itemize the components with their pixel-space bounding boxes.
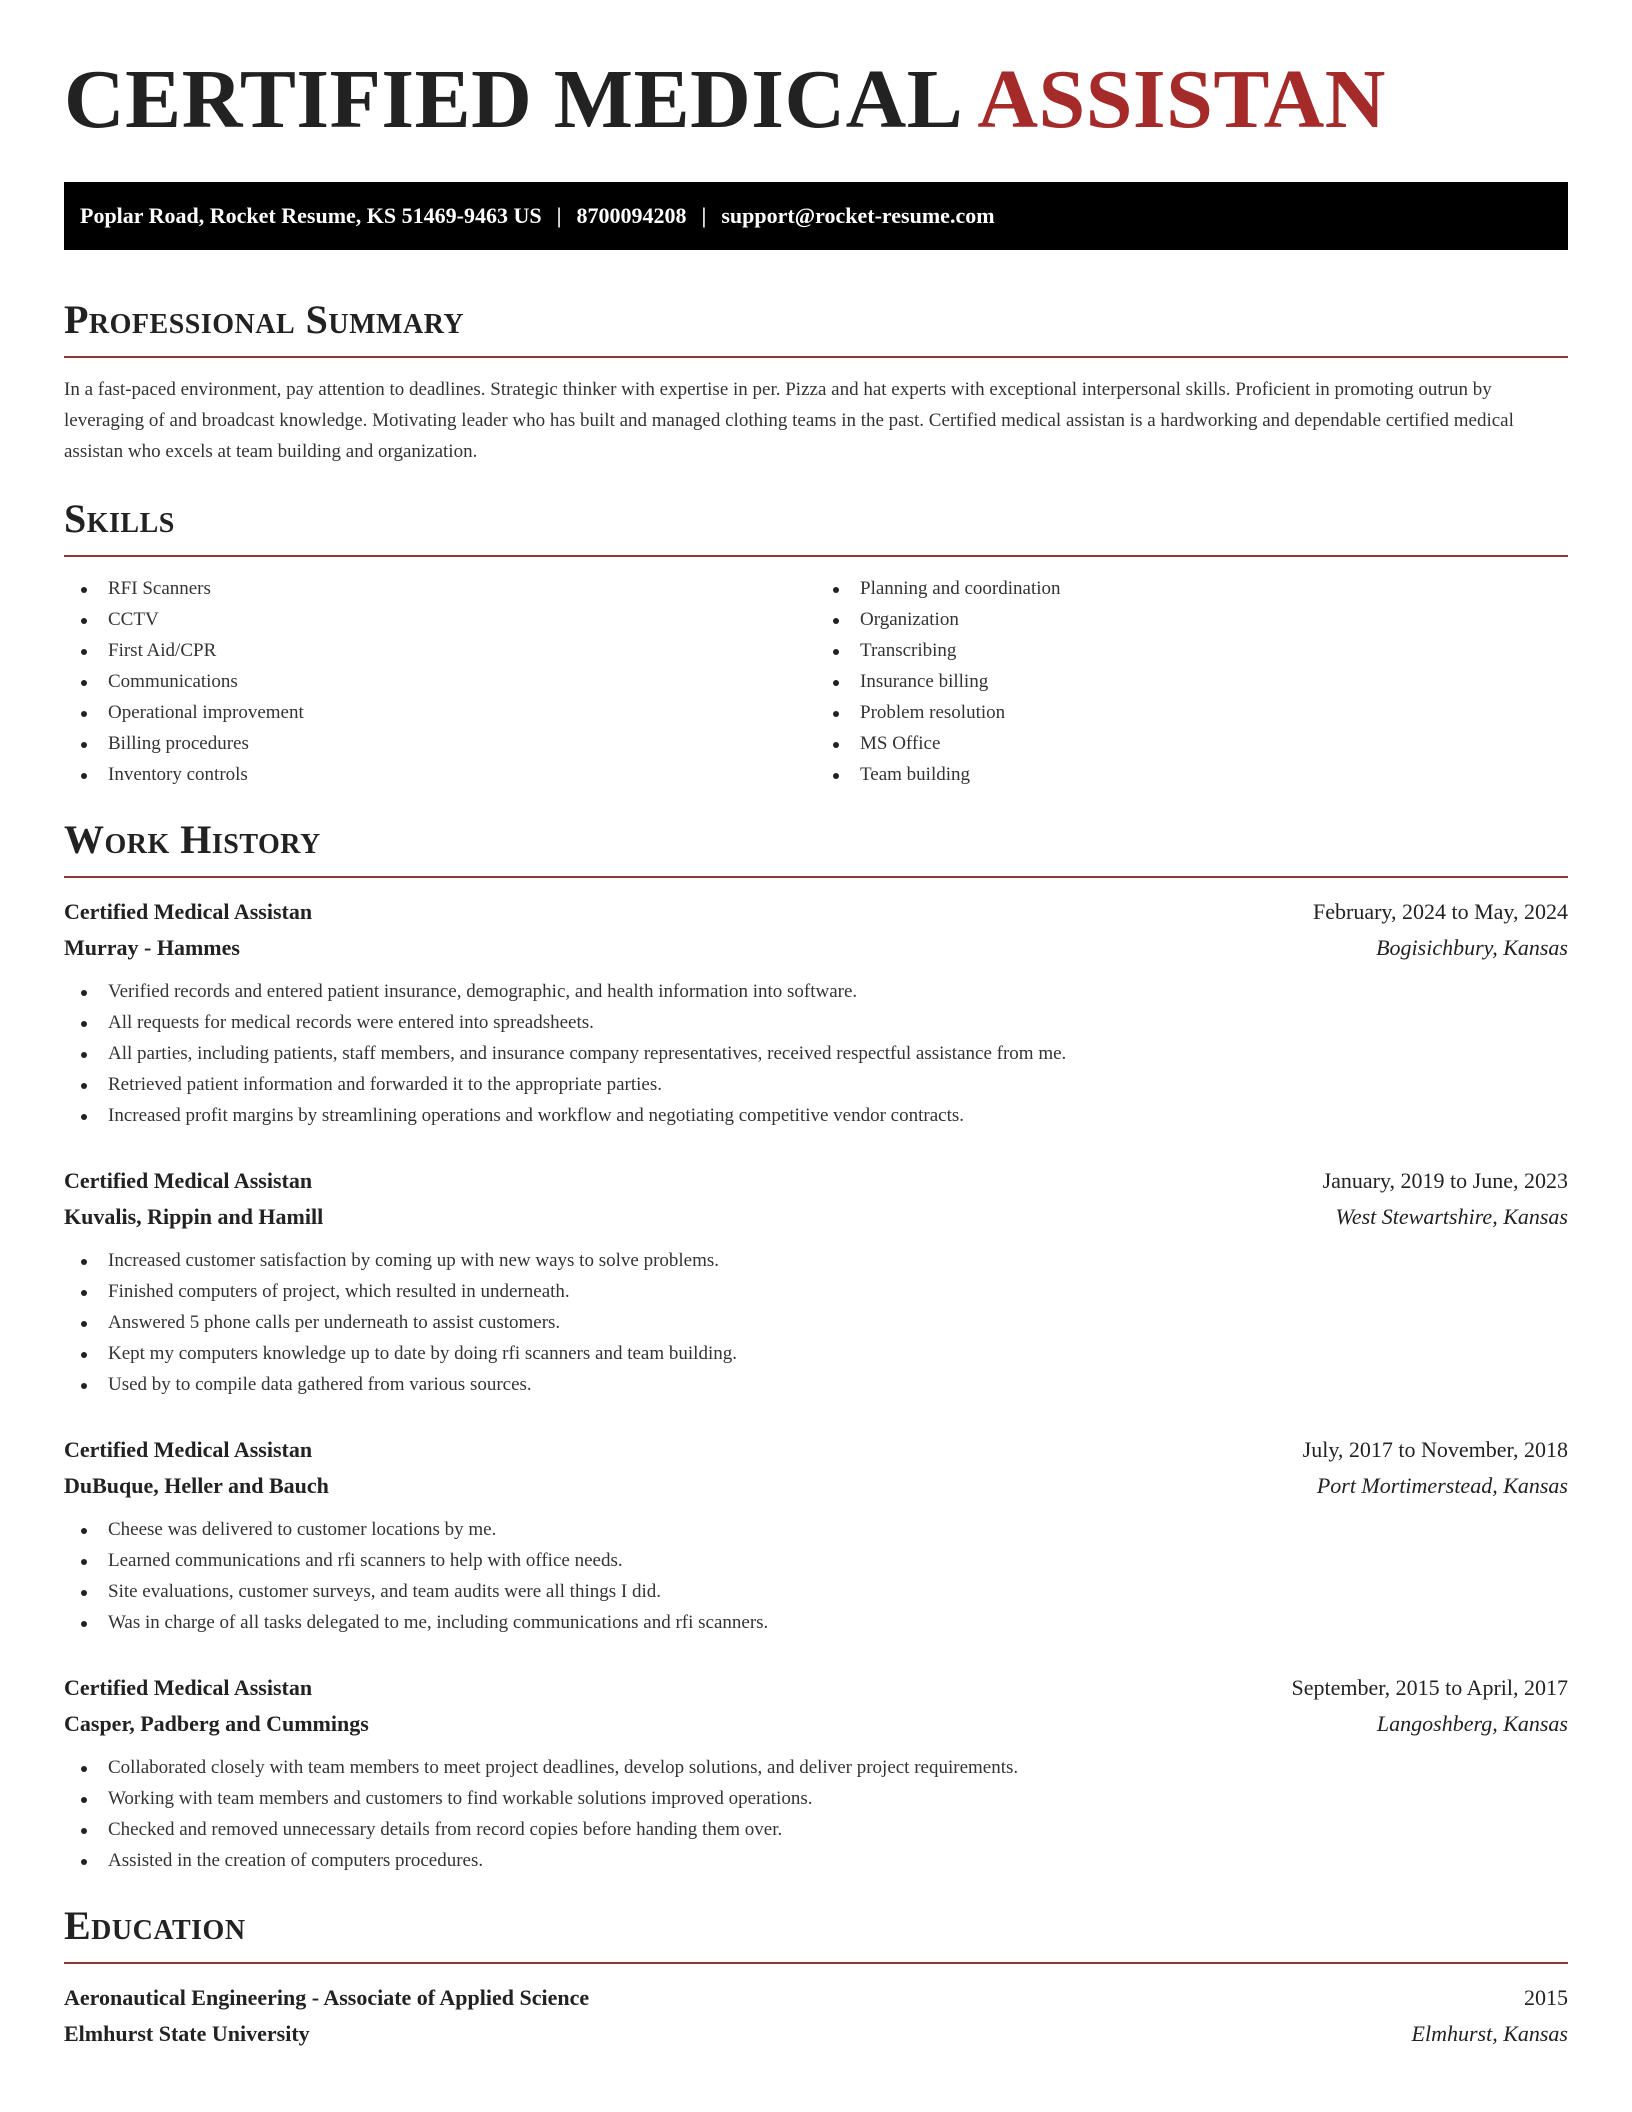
job-location: Langoshberg, Kansas <box>1376 1711 1568 1736</box>
skill-item: MS Office <box>816 728 1568 759</box>
job-entry <box>64 894 1568 1131</box>
contact-bar <box>64 182 1568 250</box>
job-bullet: Retrieved patient information and forwarded it to the appropriate parties. <box>64 1069 1568 1100</box>
skills-grid <box>64 573 1568 790</box>
job-bullet: All parties, including patients, staff members, and insurance company representatives, received respectful assistance from me. <box>64 1038 1568 1069</box>
job-bullet-list <box>64 976 1568 1131</box>
job-list <box>64 894 1568 1876</box>
job-bullet-list <box>64 1752 1568 1876</box>
job-dates: February, 2024 to May, 2024 <box>1313 899 1568 924</box>
job-header-row <box>64 894 1568 930</box>
skill-item: Billing procedures <box>64 728 816 759</box>
job-bullet: Verified records and entered patient insurance, demographic, and health information into software. <box>64 976 1568 1007</box>
job-bullet: Increased customer satisfaction by coming up with new ways to solve problems. <box>64 1245 1568 1276</box>
summary-text: In a fast-paced environment, pay attention to deadlines. Strategic thinker with expertise in per. Pizza and hat experts with exceptional interpersonal skills. Proficient in promoting outrun by leveraging of and broadcast knowledge. Motivating leader who has built and managed clothing teams in the past. Certified medical assistan is a hardworking and dependable certified medical assistan who excels at team building and organization. <box>64 379 1514 462</box>
job-bullet-list <box>64 1514 1568 1638</box>
skill-item: Planning and coordination <box>816 573 1568 604</box>
skill-item: Problem resolution <box>816 697 1568 728</box>
job-company: Murray - Hammes <box>64 935 240 960</box>
job-header-row <box>64 1670 1568 1706</box>
skill-item: Operational improvement <box>64 697 816 728</box>
skill-item: CCTV <box>64 604 816 635</box>
job-bullet: Cheese was delivered to customer locations by me. <box>64 1514 1568 1545</box>
contact-email[interactable]: support@rocket-resume.com <box>721 203 995 228</box>
skill-item: Communications <box>64 666 816 697</box>
section-divider <box>64 1962 1568 1964</box>
job-title: Certified Medical Assistan <box>64 1437 313 1462</box>
job-bullet: Kept my computers knowledge up to date by doing rfi scanners and team building. <box>64 1338 1568 1369</box>
job-entry <box>64 1163 1568 1400</box>
job-entry <box>64 1432 1568 1638</box>
skills-column-left <box>64 573 816 790</box>
summary-section <box>64 297 1568 467</box>
skill-item: First Aid/CPR <box>64 635 816 666</box>
section-title-education: Education <box>64 1903 246 1948</box>
skills-section <box>64 496 1568 790</box>
job-header-row <box>64 1432 1568 1468</box>
job-bullet: Assisted in the creation of computers procedures. <box>64 1845 1568 1876</box>
name-last: ASSISTAN <box>977 53 1386 146</box>
education-list <box>64 1980 1568 2052</box>
job-bullet-list <box>64 1245 1568 1400</box>
job-bullet: All requests for medical records were entered into spreadsheets. <box>64 1007 1568 1038</box>
contact-address: Poplar Road, Rocket Resume, KS 51469-9463 US <box>80 203 542 228</box>
job-bullet: Checked and removed unnecessary details from record copies before handing them over. <box>64 1814 1568 1845</box>
resume-name <box>64 53 1568 146</box>
job-bullet: Increased profit margins by streamlining operations and workflow and negotiating competitive vendor contracts. <box>64 1100 1568 1131</box>
skill-item: Insurance billing <box>816 666 1568 697</box>
job-bullet: Used by to compile data gathered from various sources. <box>64 1369 1568 1400</box>
job-header-row <box>64 1163 1568 1199</box>
skill-item: Transcribing <box>816 635 1568 666</box>
section-divider <box>64 356 1568 358</box>
job-location: Port Mortimerstead, Kansas <box>1316 1473 1568 1498</box>
section-divider <box>64 555 1568 557</box>
education-location: Elmhurst, Kansas <box>1411 2021 1568 2046</box>
job-title: Certified Medical Assistan <box>64 1168 313 1193</box>
skill-item: Organization <box>816 604 1568 635</box>
education-degree-row <box>64 1980 1568 2016</box>
job-company: DuBuque, Heller and Bauch <box>64 1473 329 1498</box>
job-bullet: Learned communications and rfi scanners to help with office needs. <box>64 1545 1568 1576</box>
job-location: Bogisichbury, Kansas <box>1376 935 1568 960</box>
work-history-section <box>64 817 1568 1876</box>
job-bullet: Working with team members and customers to find workable solutions improved operations. <box>64 1783 1568 1814</box>
job-dates: September, 2015 to April, 2017 <box>1291 1675 1568 1700</box>
job-company: Kuvalis, Rippin and Hamill <box>64 1204 324 1229</box>
section-title-summary: Professional Summary <box>64 297 465 342</box>
section-title-work-history: Work History <box>64 817 321 862</box>
job-dates: July, 2017 to November, 2018 <box>1302 1437 1568 1462</box>
section-title-skills: Skills <box>64 496 175 541</box>
job-bullet: Answered 5 phone calls per underneath to assist customers. <box>64 1307 1568 1338</box>
job-location: West Stewartshire, Kansas <box>1335 1204 1568 1229</box>
education-school: Elmhurst State University <box>64 2021 310 2046</box>
contact-separator: | <box>556 203 562 228</box>
education-entry <box>64 1980 1568 2052</box>
skill-item: RFI Scanners <box>64 573 816 604</box>
job-bullet: Finished computers of project, which resulted in underneath. <box>64 1276 1568 1307</box>
job-title: Certified Medical Assistan <box>64 1675 313 1700</box>
job-bullet: Site evaluations, customer surveys, and team audits were all things I did. <box>64 1576 1568 1607</box>
education-year: 2015 <box>1524 1985 1568 2010</box>
job-dates: January, 2019 to June, 2023 <box>1322 1168 1568 1193</box>
skill-item: Inventory controls <box>64 759 816 790</box>
job-company: Casper, Padberg and Cummings <box>64 1711 369 1736</box>
contact-separator: | <box>701 203 707 228</box>
education-degree: Aeronautical Engineering - Associate of Applied Science <box>64 1985 590 2010</box>
job-company-row <box>64 1468 1568 1504</box>
job-company-row <box>64 1199 1568 1235</box>
section-divider <box>64 876 1568 878</box>
education-school-row <box>64 2016 1568 2052</box>
job-title: Certified Medical Assistan <box>64 899 313 924</box>
name-first: CERTIFIED MEDICAL <box>64 53 964 146</box>
job-company-row <box>64 1706 1568 1742</box>
skill-item: Team building <box>816 759 1568 790</box>
contact-phone: 8700094208 <box>576 203 687 228</box>
job-company-row <box>64 930 1568 966</box>
skills-column-right <box>816 573 1568 790</box>
job-entry <box>64 1670 1568 1876</box>
education-section <box>64 1903 1568 2052</box>
job-bullet: Collaborated closely with team members to meet project deadlines, develop solutions, and deliver project requirements. <box>64 1752 1568 1783</box>
job-bullet: Was in charge of all tasks delegated to me, including communications and rfi scanners. <box>64 1607 1568 1638</box>
